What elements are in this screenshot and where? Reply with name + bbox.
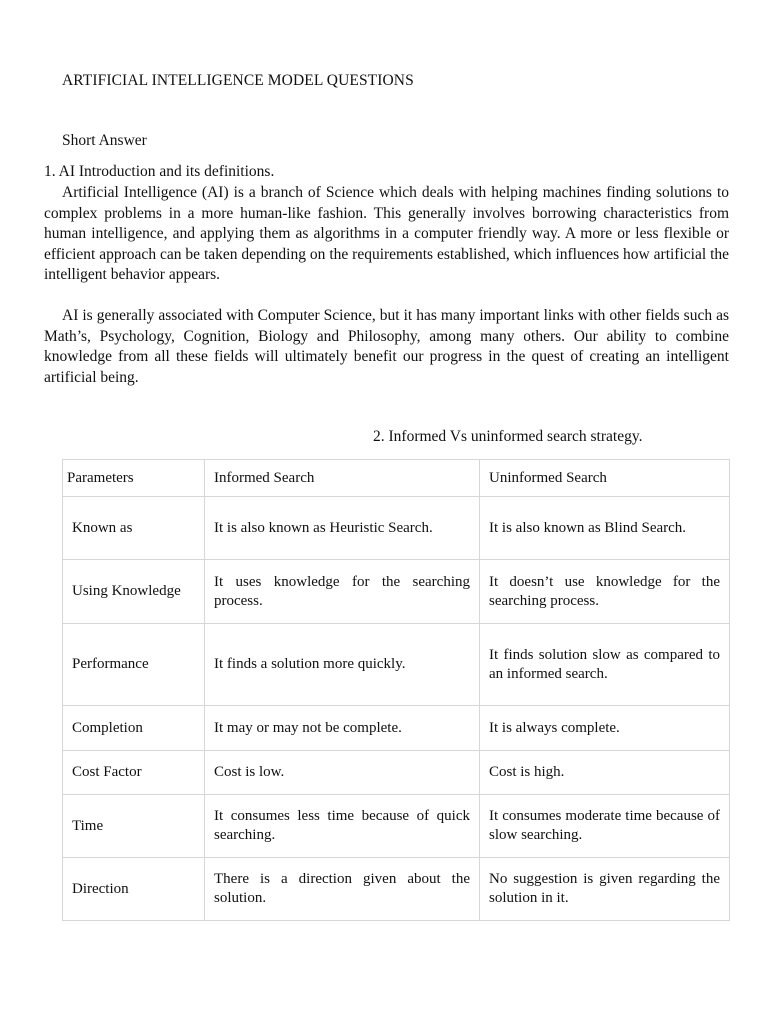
- header-parameters: Parameters: [63, 460, 205, 497]
- row-direction-label: Direction: [72, 880, 129, 897]
- table-row: [63, 497, 730, 560]
- table-row: [63, 858, 730, 921]
- cell-uninformed: Cost is high.: [480, 751, 730, 795]
- cell-informed: Cost is low.: [205, 751, 480, 795]
- row-known-as-label: Known as: [72, 519, 133, 536]
- cell-informed: It may or may not be complete.: [205, 706, 480, 751]
- table-row: [63, 560, 730, 624]
- cell-uninformed: It doesn’t use knowledge for the searching process.: [480, 560, 730, 624]
- cell-informed: It is also known as Heuristic Search.: [205, 497, 480, 560]
- cell-uninformed: It consumes moderate time because of slow searching.: [480, 795, 730, 858]
- question-2-title: 2. Informed Vs uninformed search strategy.: [373, 428, 643, 445]
- table-header-row: [63, 460, 730, 497]
- row-cost-factor-label: Cost Factor: [72, 764, 142, 780]
- header-informed-search: Informed Search: [205, 460, 480, 497]
- comparison-table: [62, 459, 730, 921]
- row-performance-label: Performance: [72, 656, 149, 672]
- page-title: ARTIFICIAL INTELLIGENCE MODEL QUESTIONS: [62, 72, 414, 89]
- cell-informed: There is a direction given about the solution.: [205, 858, 480, 921]
- cell-uninformed: No suggestion is given regarding the solution in it.: [480, 858, 730, 921]
- cell-informed: It consumes less time because of quick searching.: [205, 795, 480, 858]
- cell-uninformed: It is also known as Blind Search.: [480, 497, 730, 560]
- question-1-title: 1. AI Introduction and its definitions.: [44, 163, 275, 180]
- cell-uninformed: It finds solution slow as compared to an informed search.: [480, 624, 730, 706]
- row-completion-label: Completion: [72, 719, 143, 736]
- row-time-label: Time: [72, 817, 104, 834]
- header-uninformed-search: Uninformed Search: [480, 460, 730, 497]
- table-row: [63, 795, 730, 858]
- table-row: [63, 624, 730, 706]
- table-row: [63, 751, 730, 795]
- question-1-paragraph-2: AI is generally associated with Computer Science, but it has many important links with other fields such as Math’s, Psychology, Cognition, Biology and Philosophy, among many others. Our ability to combine knowledge from all these fields will ultimately benefit our progress in the quest of creating an intelligent artificial being.: [44, 307, 729, 386]
- cell-uninformed: It is always complete.: [480, 706, 730, 751]
- question-1-paragraph-1: Artificial Intelligence (AI) is a branch of Science which deals with helping machines finding solutions to complex problems in a more human-like fashion. This generally involves borrowing characteristics from human intelligence, and applying them as algorithms in a computer friendly way. A more or less flexible or efficient approach can be taken depending on the requirements established, which influences how artificial the intelligent behavior appears.: [44, 184, 729, 284]
- cell-informed: It finds a solution more quickly.: [205, 624, 480, 706]
- cell-informed: It uses knowledge for the searching process.: [205, 560, 480, 624]
- table-row: [63, 706, 730, 751]
- row-using-knowledge-label: Using Knowledge: [72, 583, 181, 599]
- section-label: Short Answer: [62, 132, 147, 149]
